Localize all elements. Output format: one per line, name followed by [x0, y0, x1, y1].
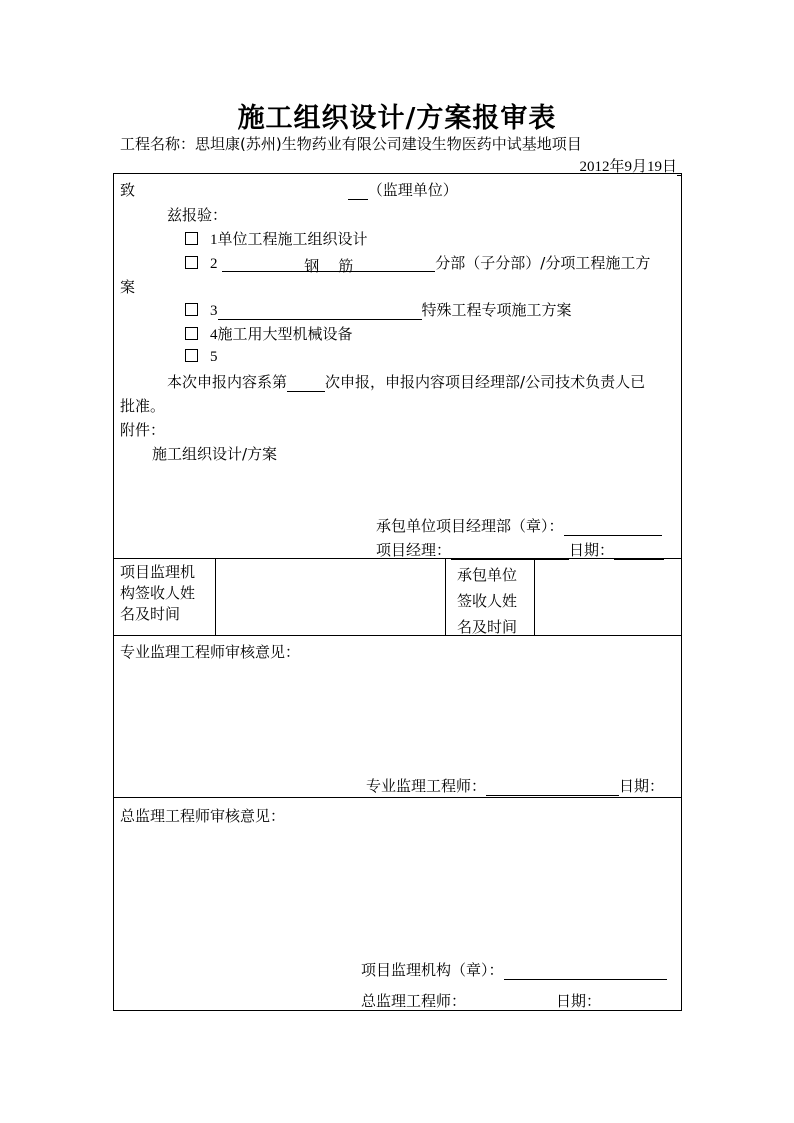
project-name: 工程名称：思坦康(苏州)生物药业有限公司建设生物医药中试基地项目 [120, 135, 582, 153]
specialist-review-heading: 专业监理工程师审核意见： [120, 643, 301, 661]
form-date: 2012年9月19日 [579, 155, 681, 176]
checkbox-5[interactable] [185, 349, 198, 362]
contractor-receipt-label: 承包单位 签收人姓 名及时间 [457, 566, 518, 636]
item-1: 1单位工程施工组织设计 [185, 228, 368, 249]
declaration-end: 批准。 [120, 397, 166, 415]
contractor-dept-line: 承包单位项目经理部（章）： [376, 515, 662, 536]
chief-sign-line: 总监理工程师： 日期： [361, 990, 667, 1011]
checkbox-3[interactable] [185, 303, 198, 316]
col-divider [445, 558, 446, 636]
item-3: 3 特殊工程专项施工方案 [185, 299, 572, 320]
item-5: 5 [185, 347, 218, 366]
supervisor-receipt-field[interactable] [216, 559, 445, 635]
specialist-sign-line: 专业监理工程师： 日期： [366, 777, 665, 795]
supervision-org-line: 项目监理机构（章）： [361, 959, 667, 980]
item-4: 4施工用大型机械设备 [185, 323, 353, 344]
attachment-item: 施工组织设计/方案 [152, 445, 278, 463]
chief-review-heading: 总监理工程师审核意见： [120, 807, 286, 825]
checkbox-2[interactable] [185, 256, 198, 269]
row-divider [113, 635, 682, 636]
supervisor-receipt-label: 项目监理机 构签收人姓 名及时间 [120, 563, 196, 623]
herewith-label: 兹报验： [167, 206, 228, 224]
attachment-label: 附件： [120, 421, 166, 439]
checkbox-1[interactable] [185, 232, 198, 245]
item-2: 2 钢 筋 分部（子分部）/分项工程施工方 [185, 252, 650, 273]
pm-line: 项目经理： 日期： [376, 539, 664, 560]
to-line: 致 （监理单位） [120, 181, 458, 199]
item-2-wrap: 案 [120, 278, 136, 296]
checkbox-4[interactable] [185, 327, 198, 340]
declaration-line: 本次申报内容系第 次申报，申报内容项目经理部/公司技术负责人已 [167, 373, 646, 391]
row-divider [113, 797, 682, 798]
contractor-receipt-field[interactable] [535, 559, 681, 635]
page-title: 施工组织设计/方案报审表 [237, 103, 557, 134]
